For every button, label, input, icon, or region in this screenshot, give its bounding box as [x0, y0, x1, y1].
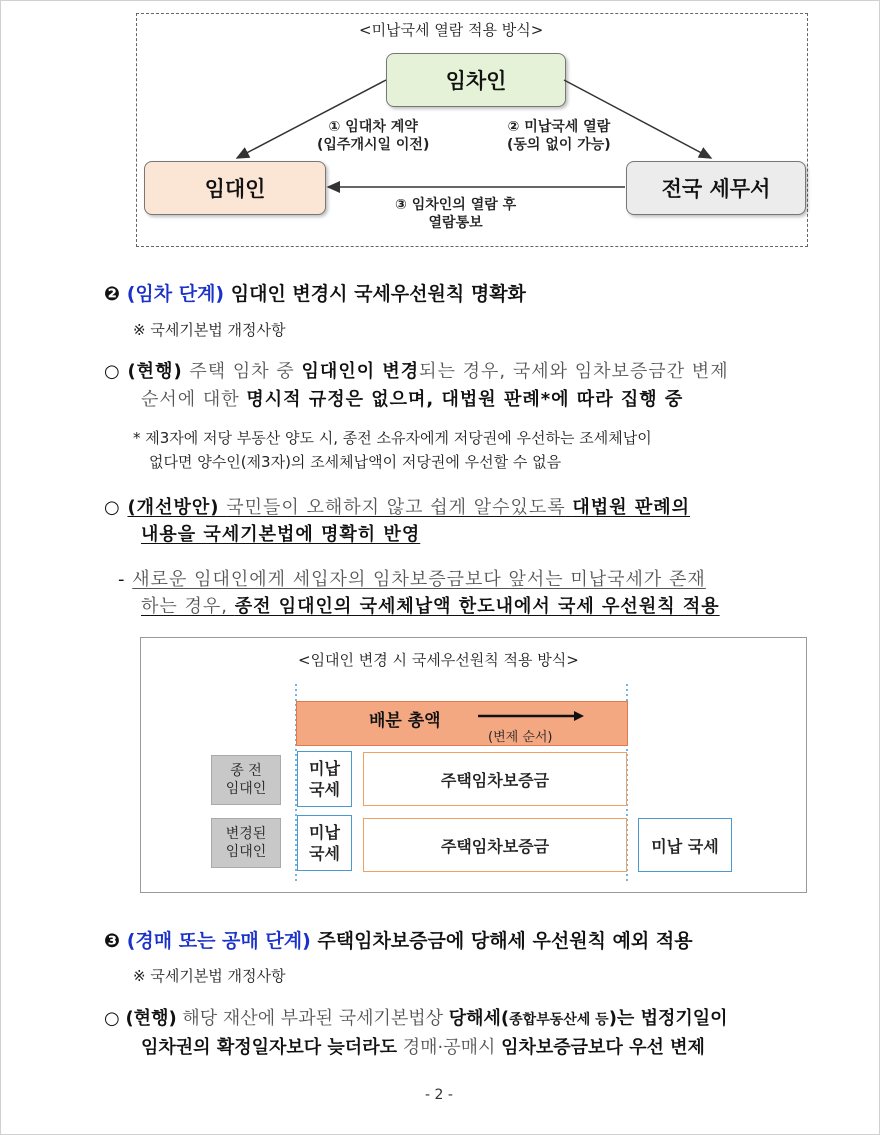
row2-unpaid-tax: 미납 국세: [297, 815, 352, 871]
edge-label-notify: ③ 임차인의 열람 후 열람통보: [395, 197, 517, 231]
section2-improve-line2: 내용을 국세기본법에 명확히 반영: [141, 524, 421, 545]
bullet: ○: [104, 1008, 120, 1029]
section3-title: 주택임차보증금에 당해세 우선원칙 예외 적용: [317, 930, 693, 952]
node-tax-office: 전국 세무서: [626, 161, 806, 215]
section2-current-line2: 순서에 대한 명시적 규정은 없으며, 대법원 판례*에 따라 집행 중: [141, 389, 684, 410]
page-number: - 2 -: [425, 1087, 453, 1103]
bullet: ○: [104, 497, 121, 518]
diagram2-title: <임대인 변경 시 국세우선원칙 적용 방식>: [298, 651, 579, 669]
node-tenant: 임차인: [386, 53, 566, 107]
section2-current-line1: ○ (현행) 주택 임차 중 임대인이 변경되는 경우, 국세와 임차보증금간 변제: [104, 361, 729, 382]
section3-note: ※ 국세기본법 개정사항: [133, 967, 286, 985]
section3-current-line1: ○ (현행) 해당 재산에 부과된 국세기본법상 당해세(종합부동산세 등)는 법정기일이: [104, 1008, 728, 1029]
section2-note: ※ 국세기본법 개정사항: [133, 321, 286, 339]
improve-label: (개선방안): [127, 497, 220, 518]
diagram-tax-inspection: [136, 13, 808, 247]
row-former-landlord-label: 종 전 임대인: [211, 755, 281, 805]
section2-footnote-line2: 없다면 양수인(제3자)의 조세체납액이 저당권에 우선할 수 없음: [149, 453, 562, 471]
section3-heading: [104, 926, 693, 953]
bullet: ○: [104, 361, 121, 382]
section2-heading: [104, 279, 526, 306]
edge-label-inspection: ② 미납국세 열람 (동의 없이 가능): [507, 119, 611, 153]
current-label: (현행): [127, 361, 183, 382]
section3-stage: (경매 또는 공매 단계): [126, 930, 311, 952]
row1-unpaid-tax: 미납 국세: [297, 751, 352, 807]
edge-label-contract: ① 임대차 계약 (입주개시일 이전): [317, 119, 430, 153]
row2-deposit: 주택임차보증금: [363, 818, 627, 872]
diagram-title: <미납국세 열람 적용 방식>: [359, 21, 544, 39]
section2-footnote-line1: * 제3자에 저당 부동산 양도 시, 종전 소유자에게 저당권에 우선하는 조세체납이: [133, 429, 652, 447]
section2-dash-line1: - 새로운 임대인에게 세입자의 임차보증금보다 앞서는 미납국세가 존재: [118, 569, 706, 590]
section2-dash-line2: 하는 경우, 종전 임대인의 국세체납액 한도내에서 국세 우선원칙 적용: [141, 596, 720, 617]
row-new-landlord-label: 변경된 임대인: [211, 818, 281, 868]
section2-number: ❷: [104, 283, 121, 305]
section3-number: ❸: [104, 930, 121, 952]
current-label: (현행): [125, 1008, 177, 1029]
row1-deposit: 주택임차보증금: [363, 752, 627, 806]
row2-new-unpaid-tax: 미납 국세: [638, 818, 732, 872]
section3-current-line2: 임차권의 확정일자보다 늦더라도 경매·공매시 임차보증금보다 우선 변제: [141, 1037, 705, 1058]
total-label: 배분 총액: [369, 711, 441, 731]
order-label: (변제 순서): [488, 730, 553, 745]
order-arrow-icon: [476, 708, 588, 724]
section2-title: 임대인 변경시 국세우선원칙 명확화: [230, 283, 526, 305]
section2-stage: (임차 단계): [126, 283, 225, 305]
section2-improve-line1: ○ (개선방안) 국민들이 오해하지 않고 쉽게 알수있도록 대법원 판례의: [104, 497, 691, 518]
diagram-landlord-change: [140, 637, 807, 893]
node-landlord: 임대인: [144, 161, 326, 215]
